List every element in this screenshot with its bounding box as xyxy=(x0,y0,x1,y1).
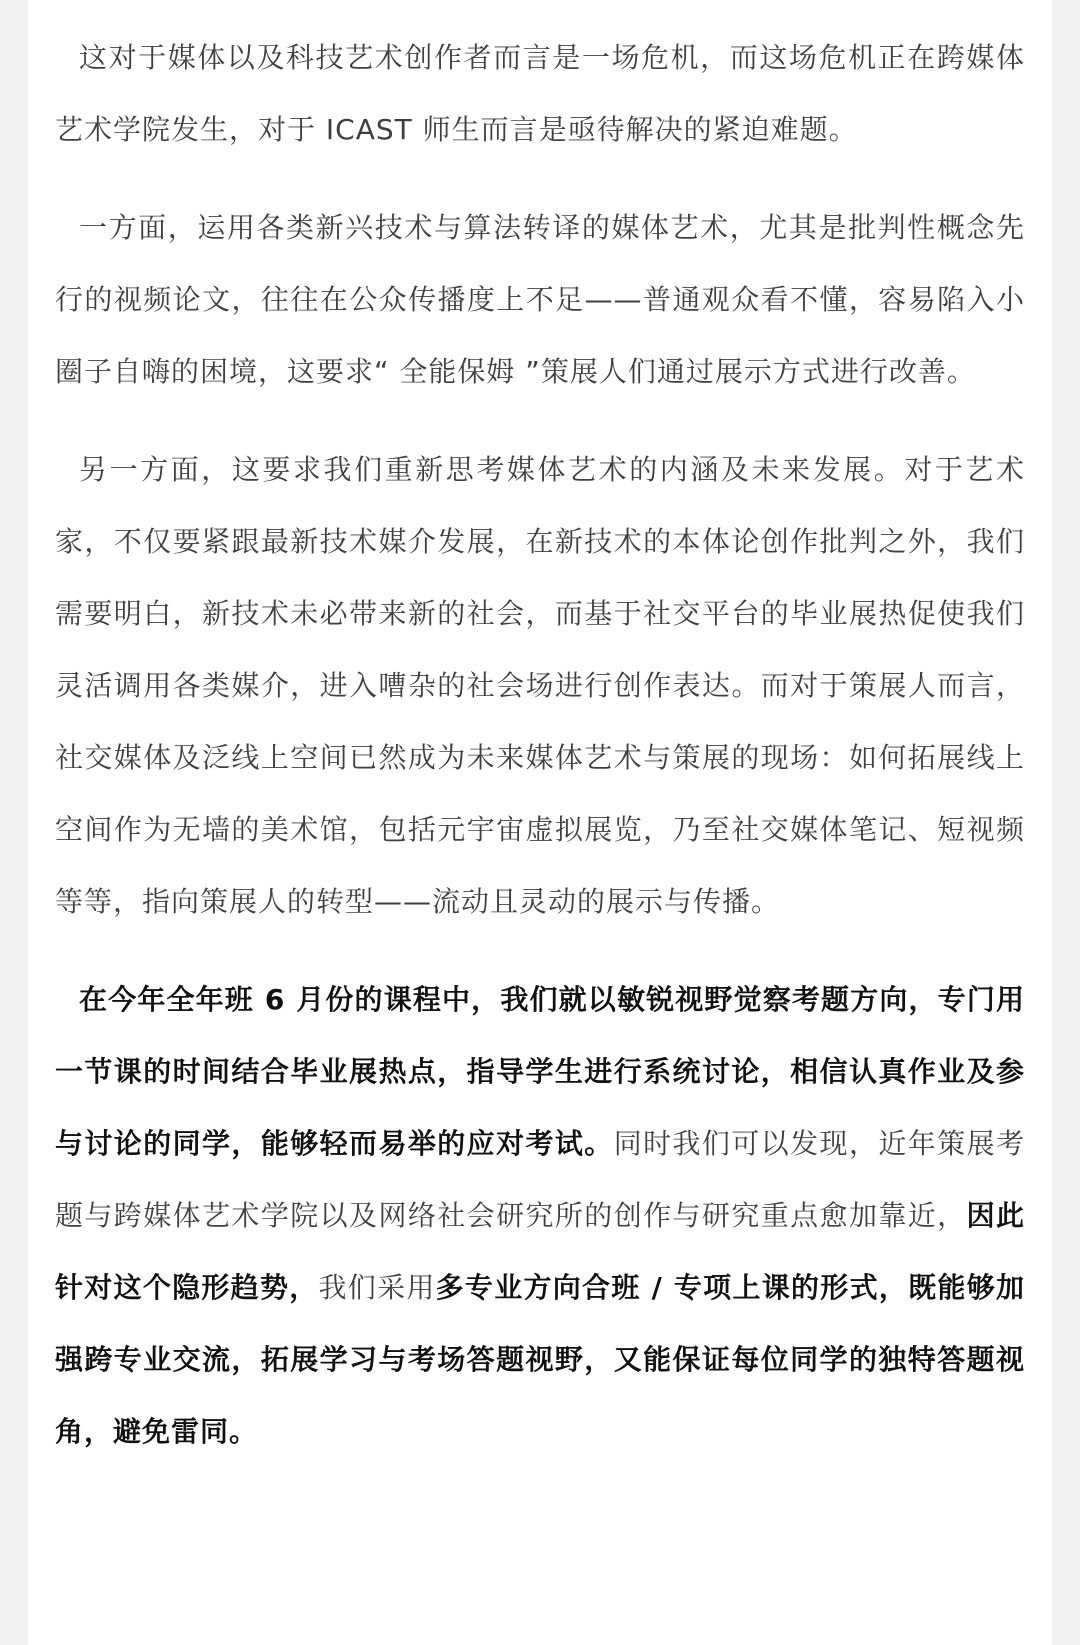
bold-text: 在今年全年班 6 月份的课程中，我们就以敏锐视野觉察考题方向，专门用一节课的时间结合毕业展热点，指导学生进行系统讨论，相信认真作业及参与讨论的同学，能够轻而易举的应对考试。 xyxy=(55,983,1025,1160)
bold-text: 多专业方向合班 / 专项上课的形式，既能够加强跨专业交流，拓展学习与考场答题视野，又能保证每位同学的独特答题视角，避免雷同。 xyxy=(55,1271,1025,1448)
paragraph-4 xyxy=(55,964,1025,1468)
paragraph-text: 这对于媒体以及科技艺术创作者而言是一场危机，而这场危机正在跨媒体艺术学院发生，对于 ICAST 师生而言是亟待解决的紧迫难题。 xyxy=(55,41,1025,146)
article-page xyxy=(28,0,1052,1645)
paragraph-text: 另一方面，这要求我们重新思考媒体艺术的内涵及未来发展。对于艺术家，不仅要紧跟最新技术媒介发展，在新技术的本体论创作批判之外，我们需要明白，新技术未必带来新的社会，而基于社交平台的毕业展热促使我们灵活调用各类媒介，进入嘈杂的社会场进行创作表达。而对于策展人而言，社交媒体及泛线上空间已然成为未来媒体艺术与策展的现场：如何拓展线上空间作为无墙的美术馆，包括元宇宙虚拟展览，乃至社交媒体笔记、短视频等等，指向策展人的转型——流动且灵动的展示与传播。 xyxy=(55,453,1025,918)
paragraph-1 xyxy=(55,22,1025,166)
paragraph-text: 同时我们可以发现，近年策展考题与跨媒体艺术学院以及网络社会研究所的创作与研究重点愈加靠近， xyxy=(55,1127,1025,1232)
bold-text: 因此针对这个隐形趋势， xyxy=(55,1199,1025,1304)
article-body xyxy=(55,22,1025,1494)
paragraph-3 xyxy=(55,434,1025,938)
paragraph-2 xyxy=(55,192,1025,408)
paragraph-text: 一方面，运用各类新兴技术与算法转译的媒体艺术，尤其是批判性概念先行的视频论文，往往在公众传播度上不足——普通观众看不懂，容易陷入小圈子自嗨的困境，这要求“ 全能保姆 ”策展人们通过展示方式进行改善。 xyxy=(55,211,1025,388)
paragraph-text: 我们采用 xyxy=(318,1271,436,1304)
